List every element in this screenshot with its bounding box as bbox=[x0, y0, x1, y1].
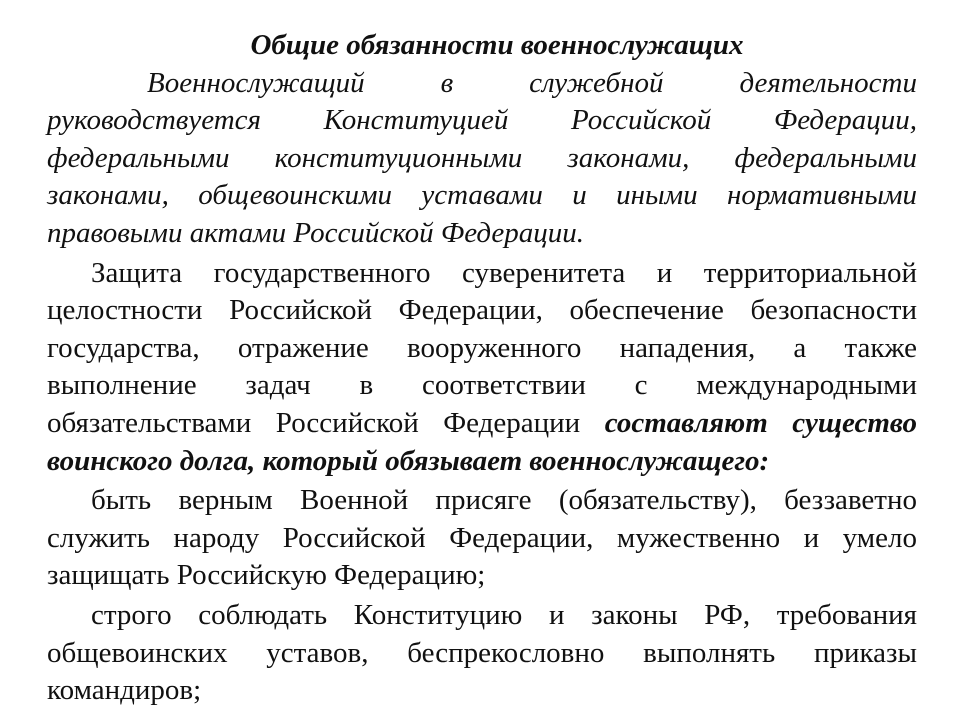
duty-item-2: строго соблюдать Конституцию и законы РФ, требования общевоинских уставов, беспрекословно выполнять приказы командиров; bbox=[47, 598, 917, 707]
duty-paragraph-text: Защита государственного суверенитета и территориальной целостности Российской Федерации, обеспечение безопасности государства, отражение вооруженного нападения, а также выполнение задач в соответствии с международными обязательствами Российской Федерации bbox=[47, 256, 917, 439]
duty-item-1: быть верным Военной присяге (обязательству), беззаветно служить народу Российской Федерации, мужественно и умело защищать Российскую Федерацию; bbox=[47, 484, 917, 592]
duty-paragraph-emphasis: составляют существо воинского долга, который обязывает военнослужащего: bbox=[47, 406, 917, 477]
document-title: Общие обязанности военнослужащих bbox=[250, 29, 744, 61]
duty-paragraph bbox=[47, 255, 917, 481]
intro-paragraph: Военнослужащий в служебной деятельности руководствуется Конституцией Российской Федерации, федеральными конституционными законами, федеральными законами, общевоинскими уставами и иными нормативными правовыми актами Российской Федерации. bbox=[47, 66, 917, 249]
document-page bbox=[47, 27, 917, 710]
